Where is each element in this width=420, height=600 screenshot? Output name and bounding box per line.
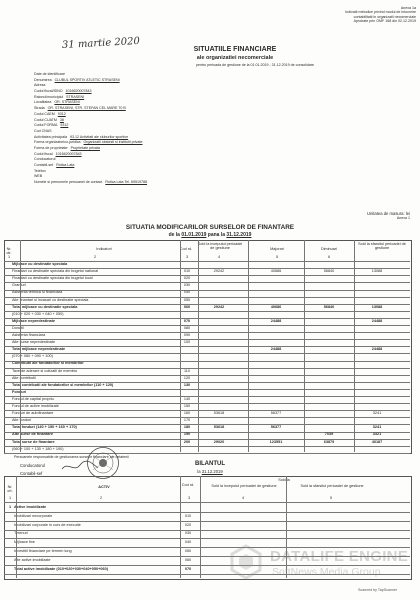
cell-label: Finantari cu destinatie speciala din bugetul national (12, 269, 99, 274)
hdr-sold-start: Sold la inceputul perioadei de gestiune (197, 242, 243, 251)
colnum: 4 (217, 255, 221, 259)
header-fields (34, 72, 274, 186)
table-row (4, 390, 410, 395)
note-line: Aprobate prin OMF 168 din 02.12.2019 (353, 19, 416, 24)
stamp-seal (86, 446, 120, 480)
top-right-note (304, 6, 416, 24)
cell-label: Alte surse de finantare (12, 432, 53, 437)
cell-code: 070 (184, 566, 192, 571)
table-row (4, 404, 410, 409)
cell-code: 050 (183, 297, 191, 302)
cell-nr: 1 (8, 505, 12, 509)
section2-title: BILANTUL (195, 461, 225, 467)
column-divider (16, 476, 17, 578)
table-row (4, 369, 410, 374)
cell-code: 180 (183, 425, 191, 430)
cell-v6: 40187 (371, 439, 383, 444)
cell-label: Imobilizari corporale in curs de executie (14, 522, 81, 527)
cell-code: 010 (183, 269, 191, 274)
table-row (4, 513, 410, 520)
header-field-label: Codul FORMA (34, 123, 58, 128)
cell-v4: 56377 (270, 411, 282, 416)
period-prefix: de la (168, 232, 180, 238)
period-line: pentru perioada de gestiune de la 01.01.2019 - 31.12.2019 de consolidare (195, 63, 315, 67)
hdr-activ: ACTIV (98, 485, 110, 489)
table-row (4, 376, 410, 381)
period-mid: pana la (207, 232, 226, 238)
watermark (228, 542, 414, 584)
watermark-line2: SoftNews Media Group (272, 566, 381, 578)
table-row (4, 361, 410, 366)
header-field-value: Rotica Lata (56, 163, 75, 167)
cell-code: 110 (183, 368, 191, 373)
table-row (4, 397, 410, 402)
colnum: 3 (185, 255, 189, 259)
hdr-cod: Cod rd. (179, 247, 193, 251)
cell-v3: 29020 (213, 439, 225, 444)
header-field-value: 9312 (60, 123, 69, 128)
colnum: 4 (241, 496, 245, 500)
colnum: 1 (8, 496, 12, 500)
column-divider (354, 240, 355, 452)
cell-label: Total mijloace cu destinatie speciala (12, 304, 78, 309)
cell-v4: 40686 (270, 304, 282, 309)
table-row (4, 305, 410, 310)
cell-code: 140 (183, 396, 191, 401)
cell-label: Donatii (12, 325, 24, 330)
cell-label: Investitii financiare pe termen lung (14, 549, 72, 553)
cell-v6: 3321 (372, 432, 382, 437)
header-divider (4, 502, 410, 503)
header-field-label: Raionul/municipiul (34, 94, 64, 99)
colnum: 3 (187, 496, 191, 500)
cell-code: 120 (183, 375, 191, 380)
table-row (4, 326, 410, 331)
header-field-label: Codul CUATM (34, 117, 57, 122)
cell-label: Mijloace nepredestinate (12, 318, 56, 323)
header-field (34, 180, 274, 186)
header-field-label: Forma organizatorico-juridica (34, 140, 81, 145)
cell-label: Total active imobilizate (010+020+030+040+050+060) (14, 566, 108, 571)
header-field-label: Date de identificare (34, 72, 65, 76)
table-row (4, 276, 410, 281)
column-divider (180, 240, 181, 452)
table-row (4, 262, 410, 267)
cell-code: 040 (183, 290, 191, 295)
cell-code: 040 (184, 540, 192, 545)
cell-v4: 40686 (270, 269, 282, 274)
cell-v5: 63879 (323, 439, 335, 444)
cell-v4: 123551 (269, 439, 283, 444)
header-field-value: 9312 (57, 111, 66, 116)
cell-code: 030 (183, 283, 191, 288)
table-row (4, 340, 410, 345)
hdr-nr: Nr. crt. (7, 485, 13, 493)
cell-label: Alte surse nepredestinate (12, 340, 56, 345)
header-field-label: Denumirea (34, 77, 52, 82)
table-row (4, 283, 410, 288)
header-field-value: CLUBUL SPORTIV ATLETIC STRASENI (54, 77, 120, 82)
main-title: SITUATIILE FINANCIARE (193, 46, 277, 53)
cell-label: Granturi (12, 283, 26, 288)
header-field-value: 38 (59, 117, 64, 122)
header-field-label: Adresa (34, 83, 46, 88)
cell-label: Taxe de aderare si cotizatii de membru (12, 368, 78, 373)
header-field-value: OR. STRASENI (54, 100, 80, 105)
cell-code: 020 (183, 276, 191, 281)
cell-label: Total surse de finantare (12, 439, 55, 444)
cell-label: Fonduri de autofinantare (12, 411, 54, 416)
cell-v3: 29242 (213, 269, 225, 274)
colnum: 1 (7, 255, 11, 259)
section2-period (178, 469, 242, 474)
header-field-label: Codul fiscal/IDNO (34, 89, 63, 94)
cell-v4: 56377 (270, 425, 282, 430)
table-row (4, 530, 410, 537)
cell-label: Fonduri (12, 389, 27, 394)
cell-v3: 29242 (213, 304, 225, 309)
cell-code: 050 (184, 549, 192, 553)
cell-label: Total contributii ale fondatorilor si membrilor (110 + 120) (12, 382, 114, 387)
hdr-diminuari: Diminuari (320, 247, 338, 251)
table-row (4, 319, 410, 324)
cell-label: Imobilizari necorporale (14, 513, 53, 518)
cell-v4: 24488 (270, 318, 282, 323)
cell-code: 060 (183, 304, 191, 309)
colnum: 5 (329, 496, 333, 500)
note-line: Indicatii metodice privind modul de intocmire (345, 10, 416, 15)
annex-label: Anexa 1 (396, 216, 410, 220)
section1-period (150, 232, 270, 238)
cell-v3: 53618 (213, 425, 225, 430)
period-date: 31.12.2019 (201, 469, 223, 474)
colnum: 5 (275, 255, 279, 259)
column-divider (304, 240, 305, 452)
header-field-label: Contabil-sef (34, 163, 54, 167)
cell-code: 200 (183, 439, 191, 444)
scanner-note: Scanned by TapScanner (358, 588, 398, 592)
cell-v5: 56840 (323, 269, 335, 274)
cell-code: 190 (183, 432, 191, 437)
table-row (4, 418, 410, 423)
header-field-label: Codul CAEM (34, 111, 55, 116)
cell-code: 080 (183, 325, 191, 330)
period-to: 31.12.2019 (226, 232, 252, 238)
cell-label: Asistenta tehnica si financiara (12, 290, 63, 295)
cell-v5: 56840 (323, 304, 335, 309)
cell-label: (070 + 080 + 090 + 100) (12, 354, 53, 359)
table-row (4, 432, 410, 437)
header-field-label: Conducatorul (34, 157, 56, 162)
column-divider (20, 240, 21, 452)
cell-label: Alte fonduri (12, 418, 32, 423)
table-row (4, 347, 410, 352)
hdr-indicatori: Indicatori (96, 247, 112, 251)
cell-label: Finantari cu destinatie speciala din bugetul local (12, 276, 93, 281)
cell-v6: 24488 (371, 318, 383, 323)
cell-label: (010 + 020 + 030 + 040 + 050) (12, 311, 64, 316)
hdr-nr: Nr. ctr. (6, 247, 12, 255)
cell-code: 130 (183, 382, 191, 387)
header-field-label: Telefon (34, 168, 46, 173)
header-field-value: 1016620007843 (55, 151, 82, 156)
cell-label: Active imobilizate (14, 505, 47, 509)
table-row (4, 312, 410, 317)
cell-v6: 24488 (371, 347, 383, 352)
hdr-cod: Cod rd. (181, 483, 195, 487)
watermark-logo-icon (228, 544, 264, 580)
cell-label: Alte contributii (12, 375, 36, 380)
note-line: Anexa 1a (400, 6, 416, 10)
cell-label: Alte active imobilizate (14, 557, 51, 562)
cell-label: Alte finantari si incasari cu destinatie speciala (12, 297, 89, 302)
period-prefix: la (197, 469, 201, 474)
table-row (4, 333, 410, 338)
cell-label: Total mijloace nepredestinate (12, 347, 66, 352)
cell-v6: 3241 (372, 411, 382, 416)
header-field-value: Organizatii obstesti si institutii private (83, 140, 143, 145)
column-divider (200, 476, 201, 578)
handwritten-date: 31 martie 2020 (61, 35, 141, 52)
header-field-label: Codul fiscal (34, 151, 53, 156)
note-line: contabilitatii in organizatii necomerciale (353, 14, 416, 19)
table-row (4, 447, 410, 452)
cell-code: 020 (184, 522, 192, 527)
cell-v4: 24488 (270, 347, 282, 352)
table-row (4, 504, 410, 511)
cell-label: Asistenta financiara (12, 333, 46, 337)
header-field-label: WEB (34, 174, 43, 179)
units-note (330, 211, 410, 220)
table-row (4, 440, 410, 445)
main-subtitle: ale organizatiei necomerciale (196, 55, 274, 61)
colnum: 6 (327, 255, 331, 259)
units-label: Unitatea de masura: lei (366, 211, 410, 216)
cell-label: Terenuri (14, 531, 28, 536)
header-divider (4, 261, 410, 262)
cell-code: 030 (184, 531, 192, 536)
cell-v5: 7039 (324, 432, 334, 437)
cell-code: 010 (184, 513, 192, 518)
cell-v3: 53618 (213, 411, 225, 416)
header-field-label: Strada (34, 106, 45, 111)
table-row (4, 522, 410, 529)
table-row (4, 411, 410, 416)
cell-code: 160 (183, 411, 191, 416)
header-field-label: Cod CNAS (34, 128, 52, 133)
header-field-value: 1016620007843 (65, 89, 92, 94)
column-divider (180, 476, 181, 578)
hdr-sold-end: Sold la sfarsitul perioadei de gestiune (358, 242, 406, 251)
header-field-value: Proprietate privata (70, 145, 100, 150)
table-row (4, 383, 410, 388)
header-field-value: 93.12 Activitati ale cluburilor sportive (69, 134, 129, 139)
colnum: 2 (93, 255, 97, 259)
cell-code: 070 (183, 318, 191, 323)
table-row (4, 290, 410, 295)
cell-label: Mijloace fixe (14, 540, 35, 545)
cell-label: Fondul de active imobilizate (12, 404, 59, 408)
table-row (4, 298, 410, 303)
cell-v6: 13088 (371, 269, 383, 274)
colnum: 2 (99, 496, 103, 500)
signature-conducator: Conducatorul (20, 463, 45, 468)
table-row (4, 425, 410, 430)
section1-title: SITUATIA MODIFICARILOR SURSELOR DE FINANTARE (125, 224, 295, 231)
cell-code: 100 (183, 340, 191, 345)
period-from: 01.01.2019 (181, 232, 207, 238)
hdr-sold-group: Sold la (278, 478, 290, 482)
cell-code: 170 (183, 418, 191, 423)
cell-label: Mijloace cu destinatie speciala (12, 262, 68, 266)
cell-code: 090 (183, 333, 191, 337)
column-divider (198, 240, 199, 452)
cell-v6: 13088 (371, 304, 383, 309)
signature-contabil: Contabil-sef (20, 471, 43, 476)
header-field-value: Rotica Lata Tel. 69519788 (105, 180, 148, 185)
cell-code: 060 (184, 557, 192, 562)
header-field-value: OR. STRASENI, STR. STEFAN CEL MARE 70 B (47, 106, 126, 111)
row-divider (4, 453, 410, 454)
cell-label: Total fonduri (140 + 150 + 160 + 170) (12, 425, 77, 430)
column-divider (248, 240, 249, 452)
header-field-value: STRASENI (66, 94, 85, 99)
hdr-majorari: Majorari (270, 247, 284, 251)
header-field-label: Localitatea (34, 100, 52, 105)
watermark-line1: DATALIFE ENGINE (270, 548, 409, 565)
header-field-label: Activitatea principala (34, 134, 67, 139)
cell-code: 150 (183, 404, 191, 408)
header-field-label: Forma de proprietate (34, 145, 68, 150)
cell-label: Contributii ale fondatorilor si membrilor (12, 361, 84, 366)
cell-v6: 3241 (372, 425, 382, 430)
signature-note: Persoanele responsabile de gestionarea surselor financiare ale cetatenii (14, 455, 129, 459)
hdr-sold-start: Sold la inceputul perioadei de gestiune (211, 484, 277, 488)
cell-label: (060 + 100 + 130 + 180 + 190) (12, 446, 64, 451)
table-row (4, 269, 410, 274)
cell-label: Fondul de capital propriu (12, 396, 54, 401)
table-row (4, 354, 410, 359)
hdr-sold-end: Sold la sfarsitul perioadei de gestiune (300, 484, 364, 488)
header-field-label: Numele si prenumele persoanei de contact (34, 180, 103, 185)
